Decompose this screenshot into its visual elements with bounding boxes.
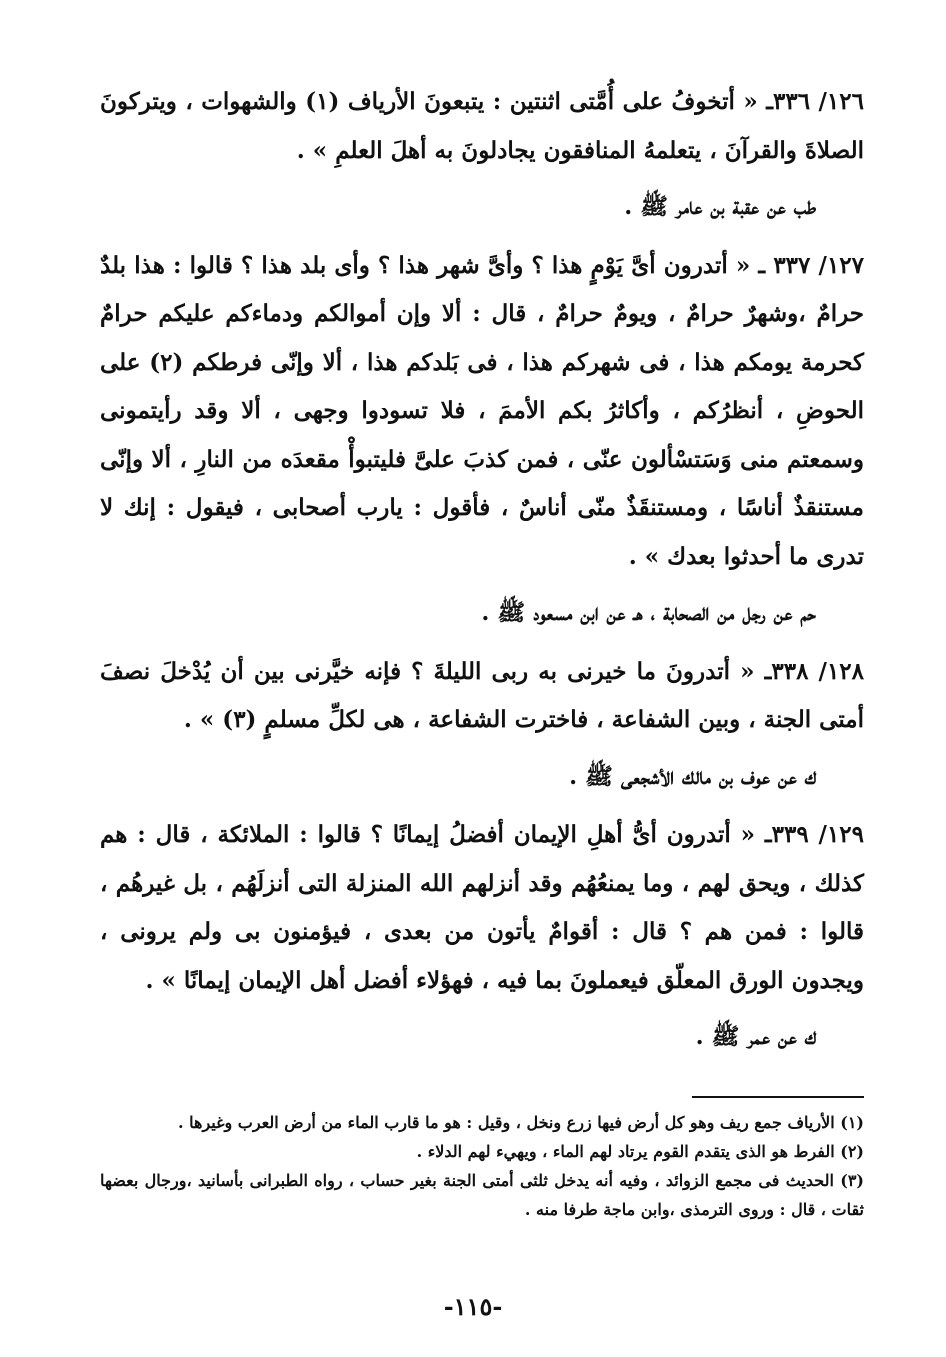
hadith-text: « أتخوفُ على أُمَّتى اثنتين : يتبعونَ الأرياف (١) والشهوات ، ويتركونَ الصلاةَ والقرآنَ ، يتعلمهُ المنافقون يجادلونَ به أهلَ العلمِ » .	[100, 88, 864, 164]
hadith-number: ١٢٦/ ٣٣٦ـ	[766, 88, 864, 115]
footnotes	[100, 1108, 864, 1224]
hadith-text: « أتدرونَ ما خيرنى به ربى الليلةَ ؟ فإنه خيَّرنى بين أن يُدْخلَ نصفَ أمتى الجنة ، وبين الشفاعة ، فاخترت الشفاعة ، هى لكلِّ مسلمٍ (٣) » .	[100, 657, 864, 733]
hadith-text: « أتدرون أىَّ يَوْمٍ هذا ؟ وأىَّ شهر هذا ؟ وأى بلد هذا ؟ قالوا : هذا بلدٌ حرامٌ ،وشهرٌ حرامٌ ، ويومٌ حرامٌ ، قال : ألا وإن أموالكم ودماءكم عليكم حرامٌ كحرمة يومكم هذا ، فى شهركم هذا ، فى بَلدكم هذا ، ألا وإنّى فرطكم (٢) على الحوضِ ، أنظرُكم ، وأكاثرُ بكم الأممَ ، فلا تسودوا وجهى ، ألا وقد رأيتمونى وسمعتم منى وَسَتسْألون عنّى ، فمن كذبَ علىَّ فليتبوأْ مقعدَه من النارِ ، ألا وإنّى مستنقذٌ أناسًا ، ومستنقَذٌ منّى أناسٌ ، فأقول : يارب أصحابى ، فيقول : إنك لا تدرى ما أحدثوا بعدك » .	[100, 251, 864, 570]
page-number: -١١٥-	[443, 1292, 503, 1321]
hadith-number: ١٢٧/ ٣٣٧ ـ	[758, 251, 864, 279]
hadith-129	[100, 811, 864, 1005]
footnote-3: (٣) الحديث فى مجمع الزوائد ، وفيه أنه يدخل ثلثى أمتى الجنة بغير حساب ، رواه الطبرانى بأسانيد ،ورجال بعضها ثقات ، قال : وروى الترمذى ،وابن ماجة طرفا منه .	[100, 1171, 864, 1219]
hadith-128	[100, 648, 864, 745]
hadith-source: طب عن عقبة بن عامر ﷺ .	[624, 193, 816, 220]
hadith-source: ك عن عوف بن مالك الأشجعى ﷺ .	[569, 762, 816, 790]
hadith-number: ١٢٩/ ٣٣٩ـ	[764, 821, 864, 848]
hadith-127	[100, 242, 864, 582]
hadith-source: ك عن عمر ﷺ .	[695, 1023, 816, 1050]
footnote-2: (٢) الفرط هو الذى يتقدم القوم يرتاد لهم الماء ، ويهيء لهم الدلاء .	[416, 1142, 864, 1161]
hadith-text: « أتدرون أىُّ أهلِ الإيمان أفضلُ إيمانًا ؟ قالوا : الملائكة ، قال : هم كذلك ، ويحق لهم ، وما يمنعُهُم وقد أنزلهم الله المنزلة التى أنزلَهُم ، بل غيرهُم ، قالوا : فمن هم ؟ قال : أقوامٌ يأتون من بعدى ، فيؤمنون بى ولم يرونى ، ويجدون الورق المعلّق فيعملونَ بما فيه ، فهؤلاء أفضل أهل الإيمان إيمانًا » .	[100, 821, 864, 994]
hadith-126	[100, 78, 864, 175]
footnote-1: (١) الأرياف جمع ريف وهو كل أرض فيها زرع ونخل ، وقيل : هو ما قارب الماء من أرض العرب وغيرها .	[177, 1113, 864, 1132]
footnote-separator	[692, 1096, 864, 1098]
hadith-number: ١٢٨/ ٣٣٨ـ	[764, 657, 864, 685]
hadith-source: حم عن رجل من الصحابة ، هـ عن ابن مسعود ﷺ .	[481, 599, 816, 626]
